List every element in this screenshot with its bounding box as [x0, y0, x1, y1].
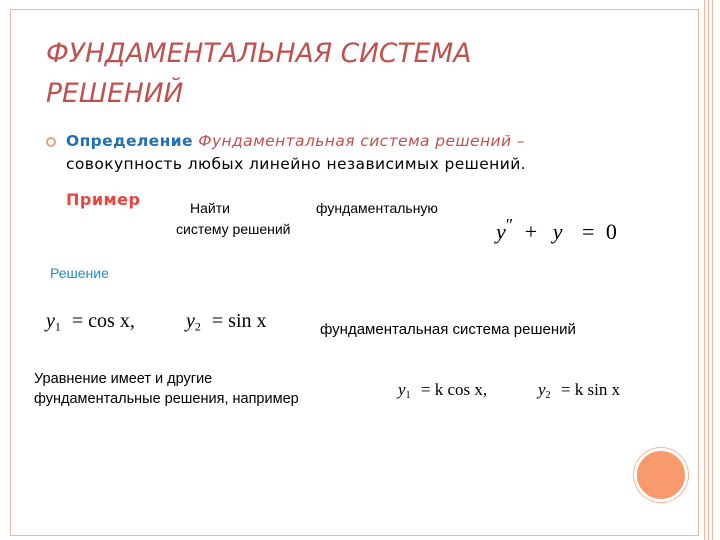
title-line-1: ФУНДАМЕНТАЛЬНАЯ СИСТЕМА: [46, 38, 472, 69]
example-label: Пример: [66, 190, 141, 209]
eq-plus: +: [524, 219, 538, 245]
solution-y1-formula: [46, 310, 135, 335]
definition-paragraph: [66, 130, 536, 176]
task-text-part2: фундаментальную: [316, 200, 438, 216]
other-y1-rhs: = k cos x,: [420, 380, 488, 399]
solution-label: Решение: [50, 265, 109, 281]
eq-y-term: y: [552, 219, 563, 245]
task-text-part3: систему решений: [176, 221, 291, 237]
solution-caption: фундаментальная система решений: [320, 321, 576, 338]
y1-subscript: 1: [54, 319, 61, 334]
right-border-line: [712, 0, 713, 540]
solution-y2-formula: [186, 310, 267, 335]
other-y2-formula: [538, 380, 620, 401]
other-y1-subscript: 1: [405, 390, 411, 402]
eq-y: y: [496, 219, 506, 245]
right-border-line: [708, 0, 709, 540]
differential-equation: [496, 215, 617, 245]
y1-symbol: y: [46, 310, 55, 332]
other-text-line2: фундаментальные решения, например: [34, 391, 299, 407]
title-line-2: РЕШЕНИЙ: [46, 78, 184, 109]
y2-symbol: y: [186, 310, 195, 332]
eq-equals: =: [581, 219, 595, 245]
other-solutions-text: [34, 369, 299, 409]
definition-term: Фундаментальная система решений: [198, 132, 512, 150]
definition-label: Определение: [66, 132, 193, 150]
definition-text: совокупность любых линейно независимых решений.: [66, 155, 526, 173]
bullet-ring-icon: [46, 137, 56, 147]
slide-title: [46, 34, 606, 114]
other-text-line1: Уравнение имеет и другие: [34, 371, 213, 387]
decorative-circle: [634, 448, 688, 502]
other-y2-rhs: = k sin x: [560, 380, 621, 399]
other-y2-symbol: y: [538, 380, 546, 399]
eq-primes: ″: [505, 215, 514, 235]
right-border-line: [704, 0, 705, 540]
other-y1-formula: [398, 380, 487, 401]
y2-rhs: = sin x: [211, 310, 267, 332]
eq-rhs: 0: [605, 219, 617, 245]
definition-dash: –: [516, 132, 525, 150]
y2-subscript: 2: [194, 319, 201, 334]
other-y2-subscript: 2: [545, 390, 551, 402]
task-text-part1: Найти: [190, 200, 230, 216]
y1-rhs: = cos x,: [71, 310, 135, 332]
other-y1-symbol: y: [398, 380, 406, 399]
